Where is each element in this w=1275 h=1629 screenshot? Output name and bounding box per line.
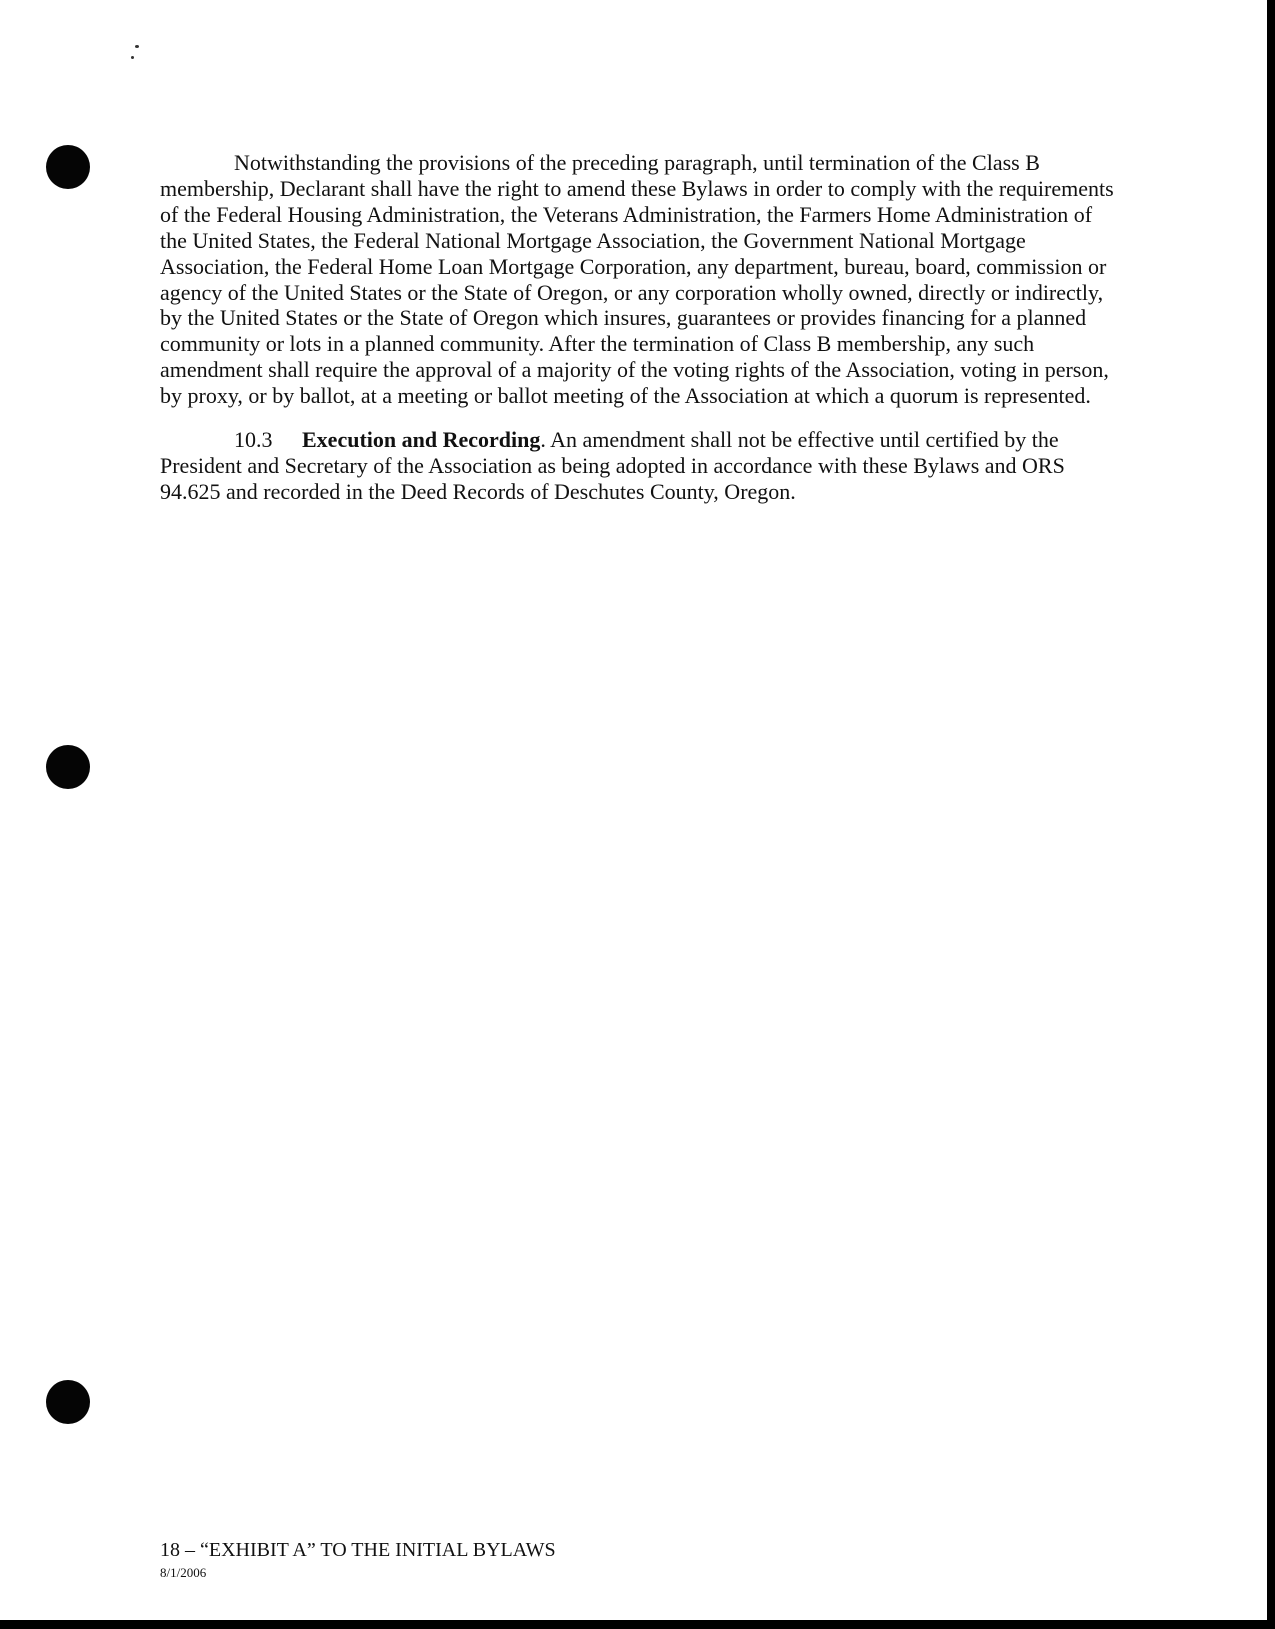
document-body <box>160 150 1120 505</box>
scan-edge-bottom <box>0 1620 1275 1629</box>
punch-hole-top <box>46 145 90 189</box>
punch-hole-middle <box>46 745 90 789</box>
section-title: Execution and Recording <box>302 427 541 453</box>
footer-date: 8/1/2006 <box>160 1565 207 1580</box>
section-text: . An amendment shall not be effective until certified by the President and Secretary of the Association as being adopted in accordance with these Bylaws and ORS 94.625 and recorded in the Deed Records of Deschutes County, Oregon. <box>160 427 1065 504</box>
paragraph-amendment-rights: Notwithstanding the provisions of the preceding paragraph, until termination of the Class B membership, Declarant shall have the right to amend these Bylaws in order to comply with the requirements of the Federal Housing Administration, the Veterans Administration, the Farmers Home Administration of the United States, the Federal National Mortgage Association, the Government National Mortgage Association, the Federal Home Loan Mortgage Corporation, any department, bureau, board, commission or agency of the United States or the State of Oregon, or any corporation wholly owned, directly or indirectly, by the United States or the State of Oregon which insures, guarantees or provides financing for a planned community or lots in a planned community. After the termination of Class B membership, any such amendment shall require the approval of a majority of the voting rights of the Association, voting in person, by proxy, or by ballot, at a meeting or ballot meeting of the Association at which a quorum is represented. <box>160 150 1114 409</box>
scan-speck <box>131 56 134 59</box>
page-footer <box>160 1538 556 1582</box>
section-number: 10.3 <box>234 427 273 453</box>
scan-speck <box>135 45 139 48</box>
scan-edge-right <box>1267 0 1275 1629</box>
paragraph-section-10-3 <box>160 427 1120 505</box>
punch-hole-bottom <box>46 1380 90 1424</box>
footer-title: 18 – “EXHIBIT A” TO THE INITIAL BYLAWS <box>160 1539 556 1561</box>
